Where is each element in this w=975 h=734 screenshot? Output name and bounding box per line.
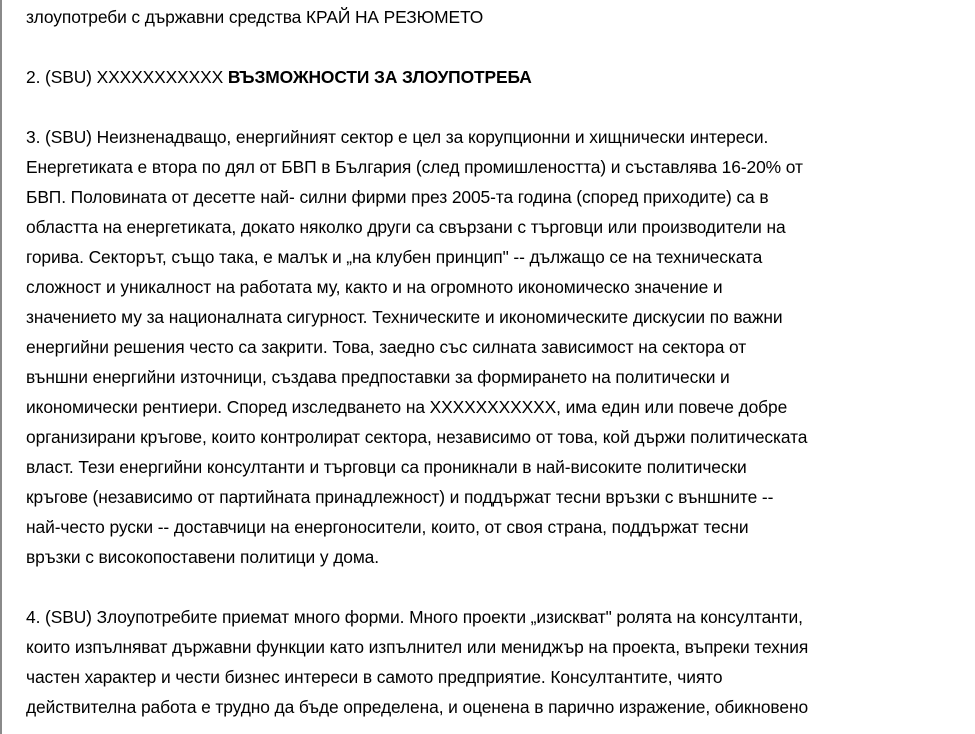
paragraph-4-line: действителна работа е трудно да бъде определена, и оценена в парично изражение, обикновено xyxy=(26,697,809,717)
intro-line: злоупотреби с държавни средства КРАЙ НА РЕЗЮМЕТО xyxy=(26,7,484,27)
paragraph-3-line: кръгове (независимо от партийната принадлежност) и поддържат тесни връзки с външните -- xyxy=(26,487,774,507)
paragraph-4-line: които изпълняват държавни функции като изпълнител или мениджър на проекта, въпреки техния xyxy=(26,637,809,657)
paragraph-3-line: икономически рентиери. Според изследването на XXXXXXXXXXX, има един или повече добре xyxy=(26,397,788,417)
paragraph-3-line: Енергетиката е втора по дял от БВП в България (след промишлеността) и съставлява 16-20% от xyxy=(26,157,803,177)
paragraph-gap xyxy=(26,572,974,602)
paragraph-3-line: БВП. Половината от десетте най- силни фирми през 2005-та година (според приходите) са в xyxy=(26,187,769,207)
paragraph-3-line: най-често руски -- доставчици на енергоносители, които, от своя страна, поддържат тесни xyxy=(26,517,749,537)
paragraph-3-line: областта на енергетиката, докато няколко други са свързани с търговци или производители на xyxy=(26,217,786,237)
paragraph-3-line: сложност и уникалност на работата му, както и на огромното икономическо значение и xyxy=(26,277,723,297)
page-left-border xyxy=(0,0,2,734)
section-2-heading xyxy=(26,62,974,92)
paragraph-3-line: връзки с високопоставени политици у дома. xyxy=(26,547,379,567)
section-2-title: ВЪЗМОЖНОСТИ ЗА ЗЛОУПОТРЕБА xyxy=(227,67,532,87)
paragraph-3-line: организирани кръгове, които контролират сектора, независимо от това, кой държи политическата xyxy=(26,427,808,447)
paragraph-gap xyxy=(26,92,974,122)
paragraph-3-line: власт. Тези енергийни консултанти и търговци са проникнали в най-високите политически xyxy=(26,457,747,477)
paragraph-3-line: горива. Секторът, също така, е малък и „на клубен принцип" -- дължащо се на техническата xyxy=(26,247,763,267)
section-2-prefix: 2. (SBU) XXXXXXXXXXX xyxy=(26,67,228,87)
paragraph-3-line: значението му за националната сигурност. Техническите и икономическите дискусии по важни xyxy=(26,307,783,327)
paragraph-3 xyxy=(26,122,974,572)
paragraph-3-line: енергийни решения често са закрити. Това, заедно със силната зависимост на сектора от xyxy=(26,337,747,357)
paragraph-3-line: външни енергийни източници, създава предпоставки за формирането на политически и xyxy=(26,367,730,387)
paragraph-4-line: частен характер и чести бизнес интереси в самото предприятие. Консултантите, чиято xyxy=(26,667,723,687)
paragraph-gap xyxy=(26,32,974,62)
paragraph-3-line: 3. (SBU) Неизненадващо, енергийният сектор е цел за корупционни и хищнически интереси. xyxy=(26,127,769,147)
document-body xyxy=(26,2,974,722)
paragraph-4-line: 4. (SBU) Злоупотребите приемат много форми. Много проекти „изискват" ролята на консултанти, xyxy=(26,607,803,627)
paragraph-4 xyxy=(26,602,974,722)
